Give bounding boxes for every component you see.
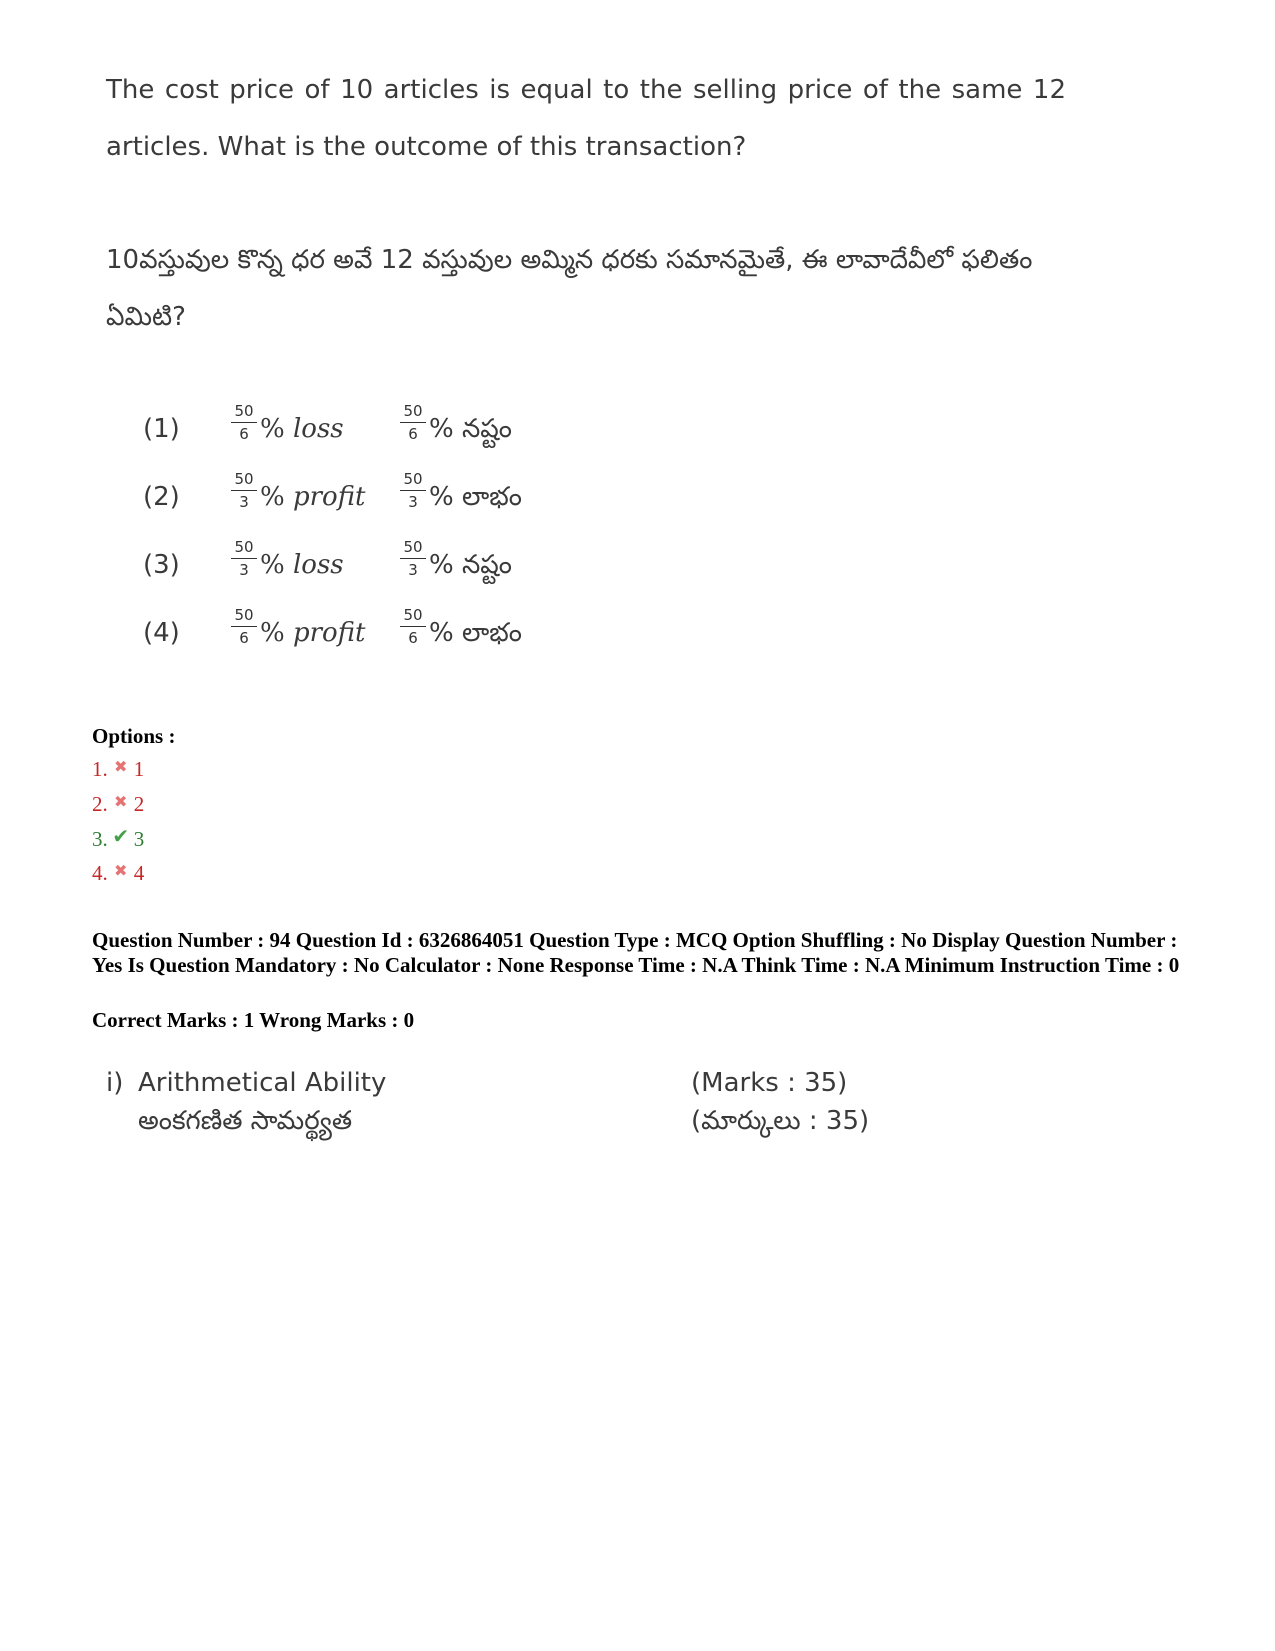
fraction-denominator: 3 (408, 493, 418, 511)
choice-telugu-word: లాభం (461, 482, 522, 512)
cross-icon: ✖ (114, 863, 128, 880)
choice-telugu-word: లాభం (461, 618, 522, 648)
choice-telugu-word: నష్టం (461, 414, 512, 444)
option-value: 2 (133, 792, 145, 816)
cross-icon: ✖ (114, 759, 128, 776)
fraction (231, 538, 257, 580)
option-value: 1 (133, 757, 145, 781)
section-name-english: Arithmetical Ability (138, 1068, 387, 1098)
choice-row (143, 606, 603, 680)
choice-row (143, 538, 603, 612)
fraction (231, 402, 257, 444)
check-icon: ✔ (112, 826, 130, 848)
marks-info: Correct Marks : 1 Wrong Marks : 0 (92, 1008, 415, 1032)
fraction-denominator: 6 (239, 425, 249, 443)
choice-telugu (429, 618, 522, 654)
option-index: 2. (92, 792, 108, 816)
choice-telugu (429, 482, 522, 518)
choice-english-word: profit (292, 482, 366, 512)
fraction (231, 470, 257, 512)
fraction (231, 606, 257, 648)
option-index: 3. (92, 827, 108, 851)
options-title: Options : (92, 724, 176, 748)
question-metadata: Question Number : 94 Question Id : 6326864051 Question Type : MCQ Option Shuffling : No Display Question Number : Yes Is Question Mandatory : No Calculator : None Response Time : N.A Think Time : N.A Minimum Instruction Time : 0 (92, 928, 1180, 977)
answer-choices (143, 402, 603, 680)
fraction (400, 470, 426, 512)
fraction (400, 606, 426, 648)
choice-number: (2) (143, 482, 180, 512)
fraction-numerator: 50 (400, 402, 426, 423)
choice-row (143, 402, 603, 476)
choice-number: (3) (143, 550, 180, 580)
percent-sign: % (260, 550, 285, 580)
choice-number: (4) (143, 618, 180, 648)
choice-english-word: loss (292, 550, 344, 580)
fraction-denominator: 6 (239, 629, 249, 647)
fraction-numerator: 50 (400, 538, 426, 559)
percent-sign: % (260, 414, 285, 444)
fraction-denominator: 3 (239, 493, 249, 511)
choice-english-word: loss (292, 414, 344, 444)
cross-icon: ✖ (114, 794, 128, 811)
fraction-numerator: 50 (231, 470, 257, 491)
percent-sign: % (429, 618, 454, 648)
option-item (92, 823, 175, 857)
choice-english (260, 618, 366, 648)
option-index: 4. (92, 861, 108, 885)
percent-sign: % (429, 482, 454, 512)
choice-number: (1) (143, 414, 180, 444)
option-item (92, 857, 175, 892)
section-marks-telugu: (మార్కులు : 35) (691, 1106, 870, 1136)
choice-telugu-word: నష్టం (461, 550, 512, 580)
question-text-english: The cost price of 10 articles is equal to the selling price of the same 12 articles. What is the outcome of this transaction? (106, 75, 1066, 162)
choice-english (260, 414, 344, 444)
choice-telugu (429, 550, 512, 586)
fraction-denominator: 3 (239, 561, 249, 579)
fraction-numerator: 50 (400, 470, 426, 491)
option-index: 1. (92, 757, 108, 781)
option-value: 4 (133, 861, 145, 885)
percent-sign: % (429, 414, 454, 444)
option-value: 3 (133, 827, 145, 851)
fraction-numerator: 50 (231, 402, 257, 423)
choice-english (260, 482, 366, 512)
section-name-telugu: అంకగణిత సామర్థ్యత (138, 1106, 353, 1136)
percent-sign: % (429, 550, 454, 580)
choice-telugu (429, 414, 512, 450)
fraction-numerator: 50 (400, 606, 426, 627)
option-item (92, 788, 175, 823)
fraction-numerator: 50 (231, 606, 257, 627)
percent-sign: % (260, 482, 285, 512)
percent-sign: % (260, 618, 285, 648)
option-item (92, 753, 175, 788)
fraction-denominator: 6 (408, 629, 418, 647)
choice-english-word: profit (292, 618, 366, 648)
fraction-numerator: 50 (231, 538, 257, 559)
fraction (400, 538, 426, 580)
fraction-denominator: 6 (408, 425, 418, 443)
fraction-denominator: 3 (408, 561, 418, 579)
fraction (400, 402, 426, 444)
section-number: i) (106, 1068, 124, 1098)
question-text-telugu: 10వస్తువుల కొన్న ధర అవే 12 వస్తువుల అమ్మిన ధరకు సమానమైతే, ఈ లావాదేవీలో ఫలితం ఏమిటి? (106, 245, 1033, 332)
choice-row (143, 470, 603, 544)
options-list (92, 720, 175, 892)
choice-english (260, 550, 344, 580)
section-marks-english: (Marks : 35) (691, 1068, 848, 1098)
